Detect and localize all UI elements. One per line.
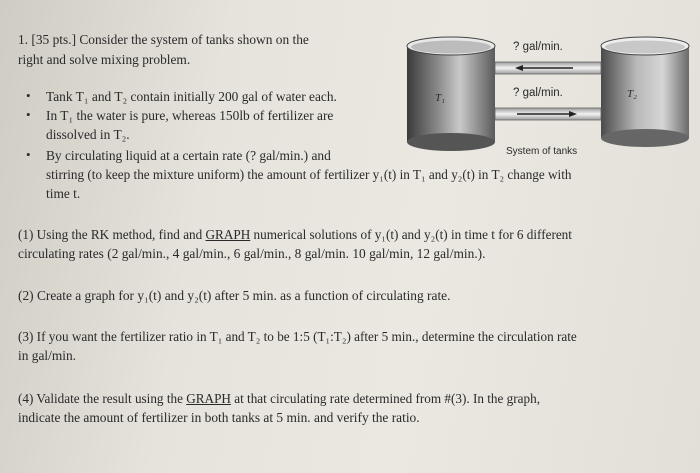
question-1-line2: circulating rates (2 gal/min., 4 gal/min., 6 gal/min., 8 gal/min. 10 gal/min, 12 gal/min.). (18, 246, 486, 261)
question-4-line2: indicate the amount of fertilizer in both tanks at 5 min. and verify the ratio. (18, 410, 420, 425)
bullet-dot: • (26, 107, 31, 122)
question-2: (2) Create a graph for y₁(t) and y₂(t) after 5 min. as a function of circulating rate. (18, 288, 451, 303)
bottom-pipe (495, 108, 601, 120)
question-3-line2: in gal/min. (18, 348, 77, 363)
q4-text-b: at that circulating rate determined from #(3). In the graph, (230, 391, 540, 406)
diagram-caption: System of tanks (506, 146, 578, 157)
q4-text-a: (4) Validate the result using the (18, 391, 187, 406)
bullet-dot: • (26, 88, 31, 103)
bullet-dot: • (26, 147, 31, 162)
problem-header: 1. [35 pts.] Consider the system of tanks shown on the (18, 32, 309, 47)
top-pipe (495, 62, 601, 74)
tank-1-label: T₁ (435, 92, 445, 104)
tank-1 (407, 37, 495, 151)
question-4-line1 (18, 390, 540, 407)
q1-graph-underlined: GRAPH (205, 227, 251, 242)
bullet-1: Tank T₁ and T₂ contain initially 200 gal of water each. (46, 89, 337, 104)
question-3-line1: (3) If you want the fertilizer ratio in T₁ and T₂ to be 1:5 (T₁:T₂) after 5 min., determine the circulation rate (18, 329, 577, 344)
q4-graph-underlined: GRAPH (186, 391, 231, 406)
q1-text-a: (1) Using the RK method, find and (18, 227, 206, 242)
problem-header-cont: right and solve mixing problem. (18, 52, 191, 67)
bullet-3-line2: stirring (to keep the mixture uniform) the amount of fertilizer y₁(t) in T₁ and y₂(t) in T₂ change with (46, 167, 572, 182)
tank-2-label: T₂ (627, 88, 637, 100)
bullet-3-line1: By circulating liquid at a certain rate (? gal/min.) and (46, 148, 331, 163)
bottom-flow-label: ? gal/min. (513, 87, 563, 99)
tank-2 (601, 37, 689, 147)
bullet-2-line2: dissolved in T₂. (46, 127, 130, 142)
bullet-2-line1: In T₁ the water is pure, whereas 150lb of fertilizer are (46, 108, 334, 123)
bullet-3-line3: time t. (46, 186, 81, 201)
tank-system-diagram (405, 30, 695, 165)
q1-text-b: numerical solutions of y₁(t) and y₂(t) in time t for 6 different (250, 227, 572, 242)
top-flow-label: ? gal/min. (513, 41, 563, 53)
question-1-line1 (18, 226, 572, 243)
